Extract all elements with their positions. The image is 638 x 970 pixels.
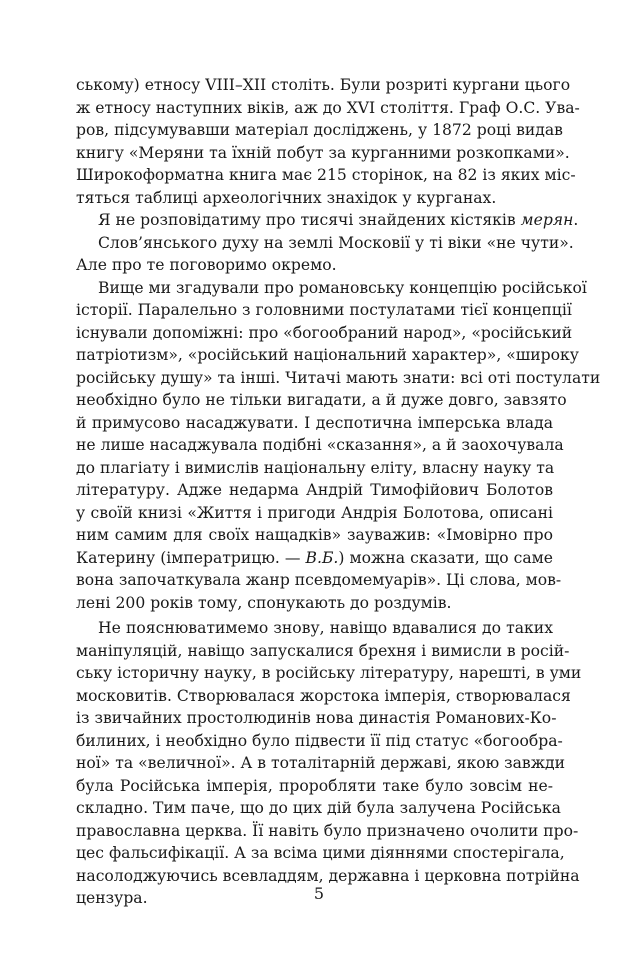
emphasis-text: В.Б. (305, 548, 339, 567)
text-line: Але про те поговоримо окремо. (76, 256, 337, 274)
text-line: московитів. Створювалася жорстока імперія, створювалася (76, 686, 571, 705)
text-line: патріотизм», «російський національний характер», «широку (76, 346, 579, 364)
text-line: й примусово насаджувати. І деспотична імперська влада (76, 413, 553, 432)
text-line: літературу. Адже недарма Андрій Тимофійович Болотов (76, 481, 553, 499)
text-line: православна церква. Її навіть було призначено очолити про- (76, 821, 579, 840)
page-number: 5 (313, 884, 325, 903)
text-line: Катерину (імператрицю. — В.Б.) можна сказати, що саме (76, 548, 554, 567)
text-line: лені 200 років тому, спонукають до роздумів. (76, 593, 452, 612)
text-line: ж етносу наступних віків, аж до XVI століття. Граф О.С. Ува- (76, 98, 580, 117)
text-line: Я не розповідатиму про тисячі знайдених кістяків мерян. (98, 211, 579, 229)
text-line: російську душу» та інші. Читачі мають знати: всі оті постулати (76, 368, 601, 387)
text-line: Вище ми згадували про романовську концепцію російської (98, 278, 587, 297)
page-text (76, 74, 601, 910)
text-line: книгу «Меряни та їхній побут за курганними розкопками». (76, 143, 570, 162)
text-line: у своїй книзі «Життя і пригоди Андрія Болотова, описані (76, 503, 553, 522)
text-line: необхідно було не тільки вигадати, а й дуже довго, завзято (76, 391, 567, 409)
text-line: Слов’янського духу на землі Московії у ті віки «не чути». (98, 233, 574, 252)
text-line: цес фальсифікації. А за всіма цими діяннями спостерігала, (76, 844, 565, 862)
text-line: була Російська імперія, проробляти таке було зовсім не- (76, 776, 553, 795)
text-line: Широкоформатна книга має 215 сторінок, на 82 із яких міс- (76, 166, 576, 184)
text-line: билиних, і необхідно було підвести її під статус «богообра- (76, 731, 563, 750)
text-line: складно. Тим паче, що до цих дій була залучена Російська (76, 799, 561, 817)
text-line: ров, підсумувавши матеріал досліджень, у 1872 році видав (76, 121, 563, 139)
text-line: історії. Паралельно з головними постулатами тієї концепції (76, 301, 572, 319)
text-line: Не пояснюватимемо знову, навіщо вдавалися до таких (98, 619, 553, 637)
text-line: існували допоміжні: про «богообраний народ», «російський (76, 323, 573, 342)
text-line: насолоджуючись всевладдям, державна і церковна потрійна (76, 866, 580, 885)
emphasis-text: мерян (520, 211, 574, 229)
text-line: вона започаткувала жанр псевдомемуарів». Ці слова, мов- (76, 571, 562, 589)
text-line: цензура. (76, 889, 148, 907)
text-line: ним самим для своїх нащадків» зауважив: «Імовірно про (76, 526, 553, 544)
text-line: не лише насаджувала подібні «сказання», а й заохочувала (76, 436, 564, 454)
text-line: із звичайних простолюдинів нова династія Романових-Ко- (76, 709, 557, 727)
text-line: до плагіату і вимислів національну еліту, власну науку та (76, 458, 555, 477)
text-line: маніпуляцій, навіщо запускалися брехня і вимисли в росій- (76, 641, 570, 660)
text-line: ському) етносу VIII–XII століть. Були розриті кургани цього (76, 76, 571, 94)
text-line: ську історичну науку, в російську літературу, нарешті, в уми (76, 664, 582, 682)
text-line: ної» та «величної». А в тоталітарній державі, якою завжди (76, 754, 566, 772)
text-line: тяться таблиці археологічних знахідок у курганах. (76, 188, 497, 207)
